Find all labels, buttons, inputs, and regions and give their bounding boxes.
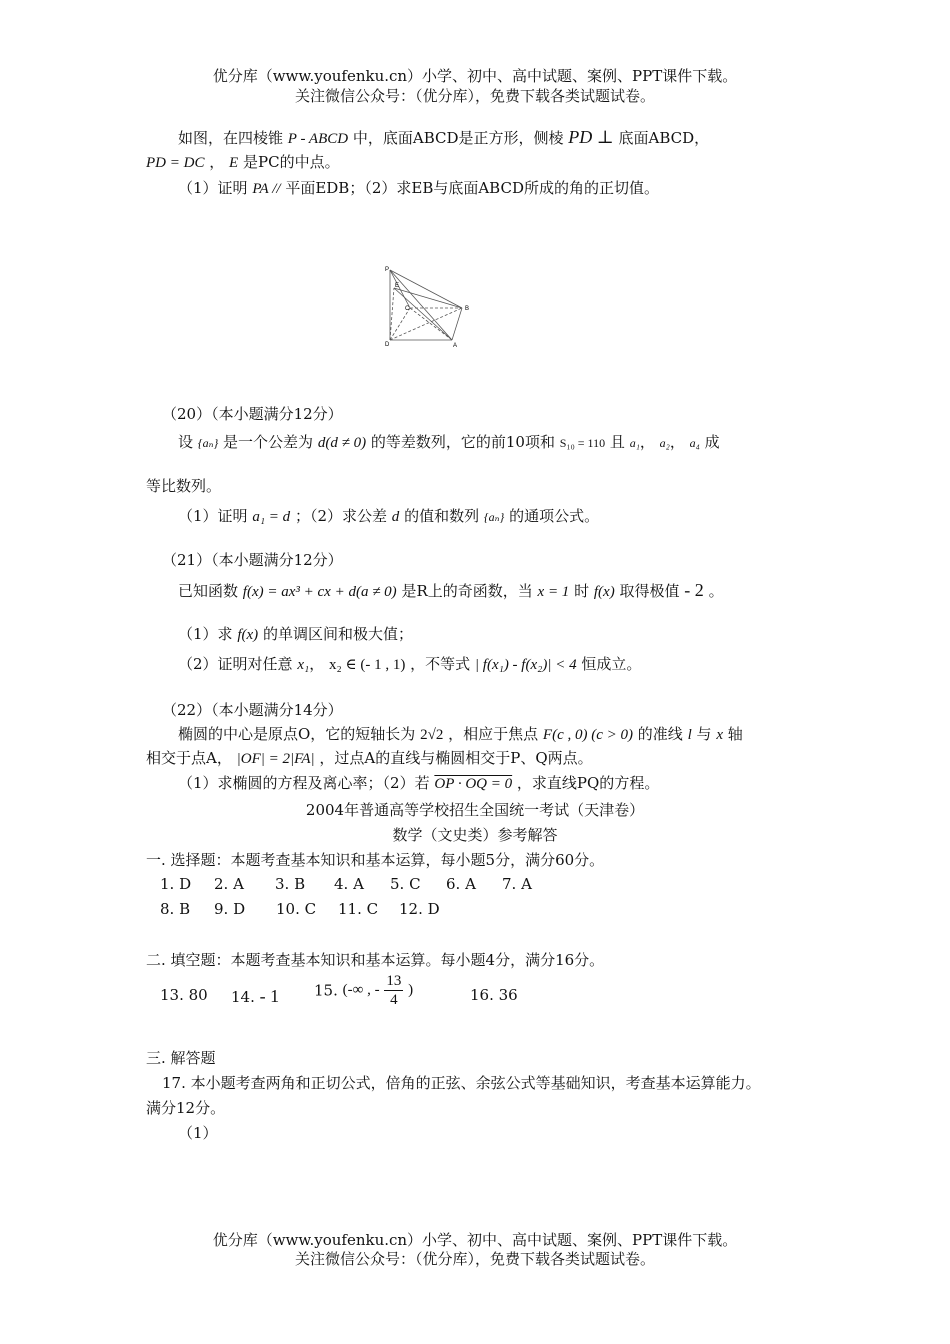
edge-de <box>390 288 394 340</box>
answers-section-3: 三. 解答题 <box>146 1049 216 1067</box>
q17-line-2: 满分12分。 <box>146 1099 226 1117</box>
fill-16: 16. 36 <box>470 986 518 1004</box>
pyramid-figure <box>380 262 480 348</box>
q17-line-1: 17. 本小题考查两角和正切公式，倍角的正弦、余弦公式等基础知识，考查基本运算能力。 <box>162 1074 761 1092</box>
fill-13: 13. 80 <box>160 986 208 1004</box>
choice-5: 5. C <box>390 875 421 893</box>
choice-2: 2. A <box>214 875 244 893</box>
q20-line-3: （1）证明 a₁ = d ；（2）求公差 d 的值和数列 {aₙ} 的通项公式。 <box>178 507 600 525</box>
fill-14: 14. - 1 <box>231 986 280 1006</box>
choice-6: 6. A <box>446 875 476 893</box>
answers-title-1: 2004年普通高等学校招生全国统一考试（天津卷） <box>305 801 645 819</box>
q22-line-3: （1）求椭圆的方程及离心率；（2）若 OP · OQ = 0 ，求直线PQ的方程。 <box>178 774 660 792</box>
edge-eb <box>394 288 462 308</box>
choice-11: 11. C <box>338 900 379 918</box>
label-b: B <box>465 306 470 312</box>
choice-8: 8. B <box>160 900 191 918</box>
edge-ea <box>394 288 452 340</box>
q17-part-1: （1） <box>178 1124 218 1142</box>
edge-ab <box>452 308 462 340</box>
q22-title: （22）（本小题满分14分） <box>162 701 343 719</box>
q19-line-1: 如图，在四棱锥 P - ABCD 中，底面ABCD是正方形，侧棱 PD ⊥ 底面ABCD， <box>178 127 710 147</box>
answers-section-2: 二. 填空题：本题考查基本知识和基本运算。每小题4分，满分16分。 <box>146 951 605 969</box>
label-e: E <box>395 283 400 289</box>
choice-4: 4. A <box>334 875 364 893</box>
fraction-13-over-4: $\frac{13}{4}$ <box>386 973 402 1008</box>
header-line-2: 关注微信公众号：（优分库），免费下载各类试题试卷。 <box>294 87 655 105</box>
choice-9: 9. D <box>214 900 246 918</box>
q21-title: （21）（本小题满分12分） <box>162 551 343 569</box>
q19-line-3: （1）证明 PA // 平面EDB；（2）求EB与底面ABCD所成的角的正切值。 <box>178 179 659 197</box>
header-line-1: 优分库（www.youfenku.cn）小学、初中、高中试题、案例、PPT课件下载。 <box>212 67 738 85</box>
edge-db <box>390 308 462 340</box>
q22-line-2: 相交于点A， |OF| = 2|FA| ，过点A的直线与椭圆相交于P、Q两点。 <box>146 749 593 767</box>
q20-title: （20）（本小题满分12分） <box>162 405 343 423</box>
label-c: C <box>405 306 410 312</box>
edge-pa <box>390 270 452 340</box>
q21-line-1: 已知函数 f(x) = ax³ + cx + d(a ≠ 0) 是R上的奇函数，当 x = 1 时 f(x) 取得极值 - 2 。 <box>178 580 724 600</box>
choice-3: 3. B <box>275 875 306 893</box>
choice-1: 1. D <box>160 875 192 893</box>
footer-line-2: 关注微信公众号：（优分库），免费下载各类试题试卷。 <box>294 1250 655 1268</box>
label-d: D <box>385 342 390 348</box>
answers-section-1: 一. 选择题：本题考查基本知识和基本运算，每小题5分，满分60分。 <box>146 851 605 869</box>
q20-line-1: 设 {aₙ} 是一个公差为 d(d ≠ 0) 的等差数列，它的前10项和 S₁₀ = 110 且 a₁， a₂， a₄ 成 <box>178 433 720 451</box>
edge-ca <box>410 308 452 340</box>
q21-line-3: （2）证明对任意 x₁， x₂ ∈ (- 1 , 1) ，不等式 | f(x₁) - f(x₂)| < 4 恒成立。 <box>178 655 642 673</box>
footer-line-1: 优分库（www.youfenku.cn）小学、初中、高中试题、案例、PPT课件下载。 <box>212 1231 738 1249</box>
q21-line-2: （1）求 f(x) 的单调区间和极大值； <box>178 625 413 643</box>
q19-line-2: PD = DC ， E 是PC的中点。 <box>146 153 340 171</box>
label-p: P <box>385 267 390 273</box>
fill-15: 15. (-∞ , - $\frac{13}{4}$ ) <box>314 973 414 1008</box>
choice-10: 10. C <box>276 900 317 918</box>
answers-title-2: 数学（文史类）参考解答 <box>392 826 558 844</box>
label-a: A <box>453 343 458 348</box>
edge-pb <box>390 270 462 308</box>
choice-12: 12. D <box>399 900 440 918</box>
q22-line-1: 椭圆的中心是原点O，它的短轴长为 2√2 ，相应于焦点 F(c , 0) (c > 0) 的准线 l 与 x 轴 <box>178 725 743 743</box>
q20-line-2: 等比数列。 <box>146 477 222 495</box>
choice-7: 7. A <box>502 875 532 893</box>
